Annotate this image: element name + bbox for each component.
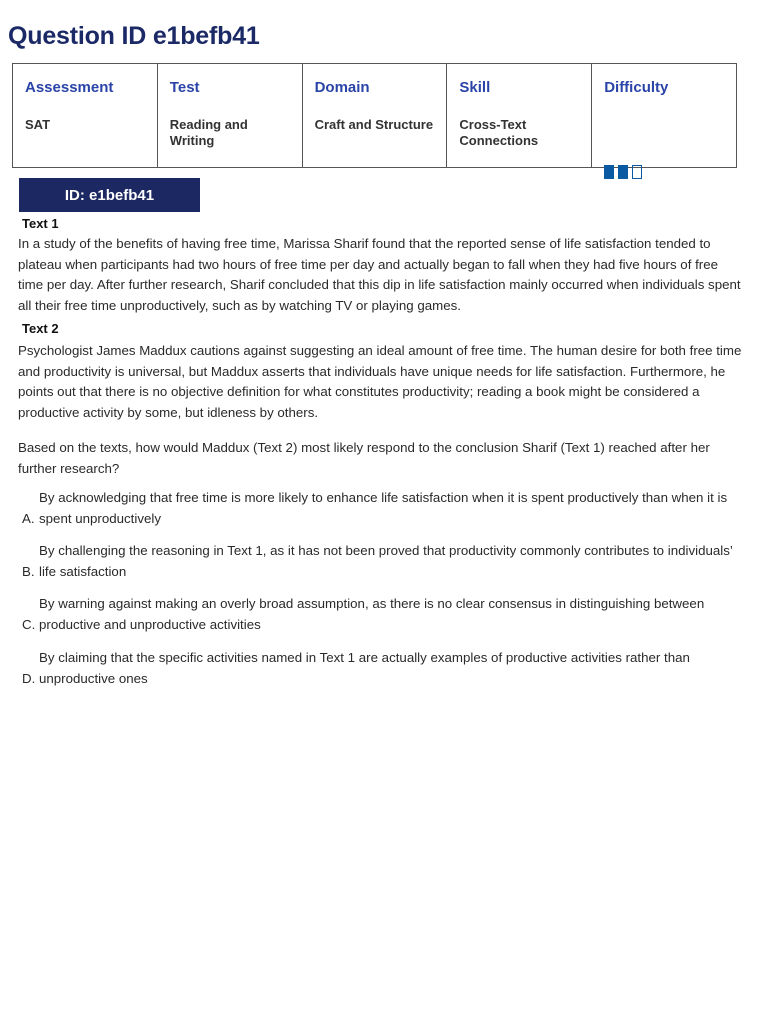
difficulty-indicator bbox=[604, 165, 642, 179]
choice-letter: C. bbox=[22, 616, 36, 632]
difficulty-bar-filled bbox=[618, 165, 628, 179]
choice-letter: B. bbox=[22, 563, 35, 579]
test-header: Test bbox=[169, 79, 200, 96]
choice-line: By claiming that the specific activities named in Text 1 are actually examples of productive activities rather than bbox=[39, 650, 690, 665]
text2-label: Text 2 bbox=[22, 321, 59, 336]
assessment-header: Assessment bbox=[25, 79, 114, 96]
question-stem: Based on the texts, how would Maddux (Text 2) most likely respond to the conclusion Sharif (Text 1) reached after her further research? bbox=[18, 440, 710, 476]
choice-line: spent unproductively bbox=[39, 510, 161, 526]
text2-body: Psychologist James Maddux cautions against suggesting an ideal amount of free time. The human desire for both free time and productivity is universal, but Maddux asserts that individuals have unique needs for life satisfaction. Furthermore, he points out that there is no objective definition for what constitutes productivity; reading a book might be considered a productive activity by some, but idleness by others. bbox=[18, 343, 742, 420]
choice-text bbox=[39, 648, 739, 689]
choice-line: life satisfaction bbox=[39, 563, 127, 579]
domain-cell bbox=[302, 64, 447, 168]
domain-value: Craft and Structure bbox=[314, 117, 434, 132]
assessment-cell bbox=[13, 64, 158, 168]
domain-header: Domain bbox=[314, 79, 370, 96]
skill-header: Skill bbox=[459, 79, 491, 96]
skill-value: Cross-Text Connections bbox=[459, 117, 539, 148]
choice-letter: D. bbox=[22, 670, 36, 686]
metadata-table bbox=[12, 63, 737, 168]
difficulty-bar-filled bbox=[604, 165, 614, 179]
difficulty-header: Difficulty bbox=[604, 79, 669, 96]
choice-line: productive and unproductive activities bbox=[39, 616, 261, 632]
choice-line: unproductive ones bbox=[39, 670, 148, 686]
choice-line: By warning against making an overly broad assumption, as there is no clear consensus in distinguishing between bbox=[39, 596, 705, 611]
page-title: Question ID e1befb41 bbox=[8, 22, 260, 50]
choice-line: By challenging the reasoning in Text 1, as it has not been proved that productivity commonly contributes to individuals’ bbox=[39, 543, 733, 558]
difficulty-cell bbox=[592, 64, 737, 168]
text1-body: In a study of the benefits of having free time, Marissa Sharif found that the reported sense of life satisfaction tended to plateau when participants had two hours of free time per day and actually began to fall when they had five hours of free time per day. After further research, Sharif concluded that this dip in life satisfaction mainly occurred when individuals spent all their free time unproductively, such as by watching TV or playing games. bbox=[18, 236, 741, 313]
test-value: Reading and Writing bbox=[169, 117, 248, 148]
question-id-banner: ID: e1befb41 bbox=[19, 178, 200, 212]
skill-cell bbox=[447, 64, 592, 168]
test-cell bbox=[157, 64, 302, 168]
difficulty-bar-empty bbox=[632, 165, 642, 179]
choice-text bbox=[39, 541, 739, 582]
choice-text bbox=[39, 488, 739, 529]
choice-line: By acknowledging that free time is more likely to enhance life satisfaction when it is spent productively than when it is bbox=[39, 490, 728, 505]
choice-letter: A. bbox=[22, 510, 35, 526]
choice-text bbox=[39, 594, 739, 635]
text1-label: Text 1 bbox=[22, 216, 59, 231]
assessment-value: SAT bbox=[25, 117, 51, 132]
